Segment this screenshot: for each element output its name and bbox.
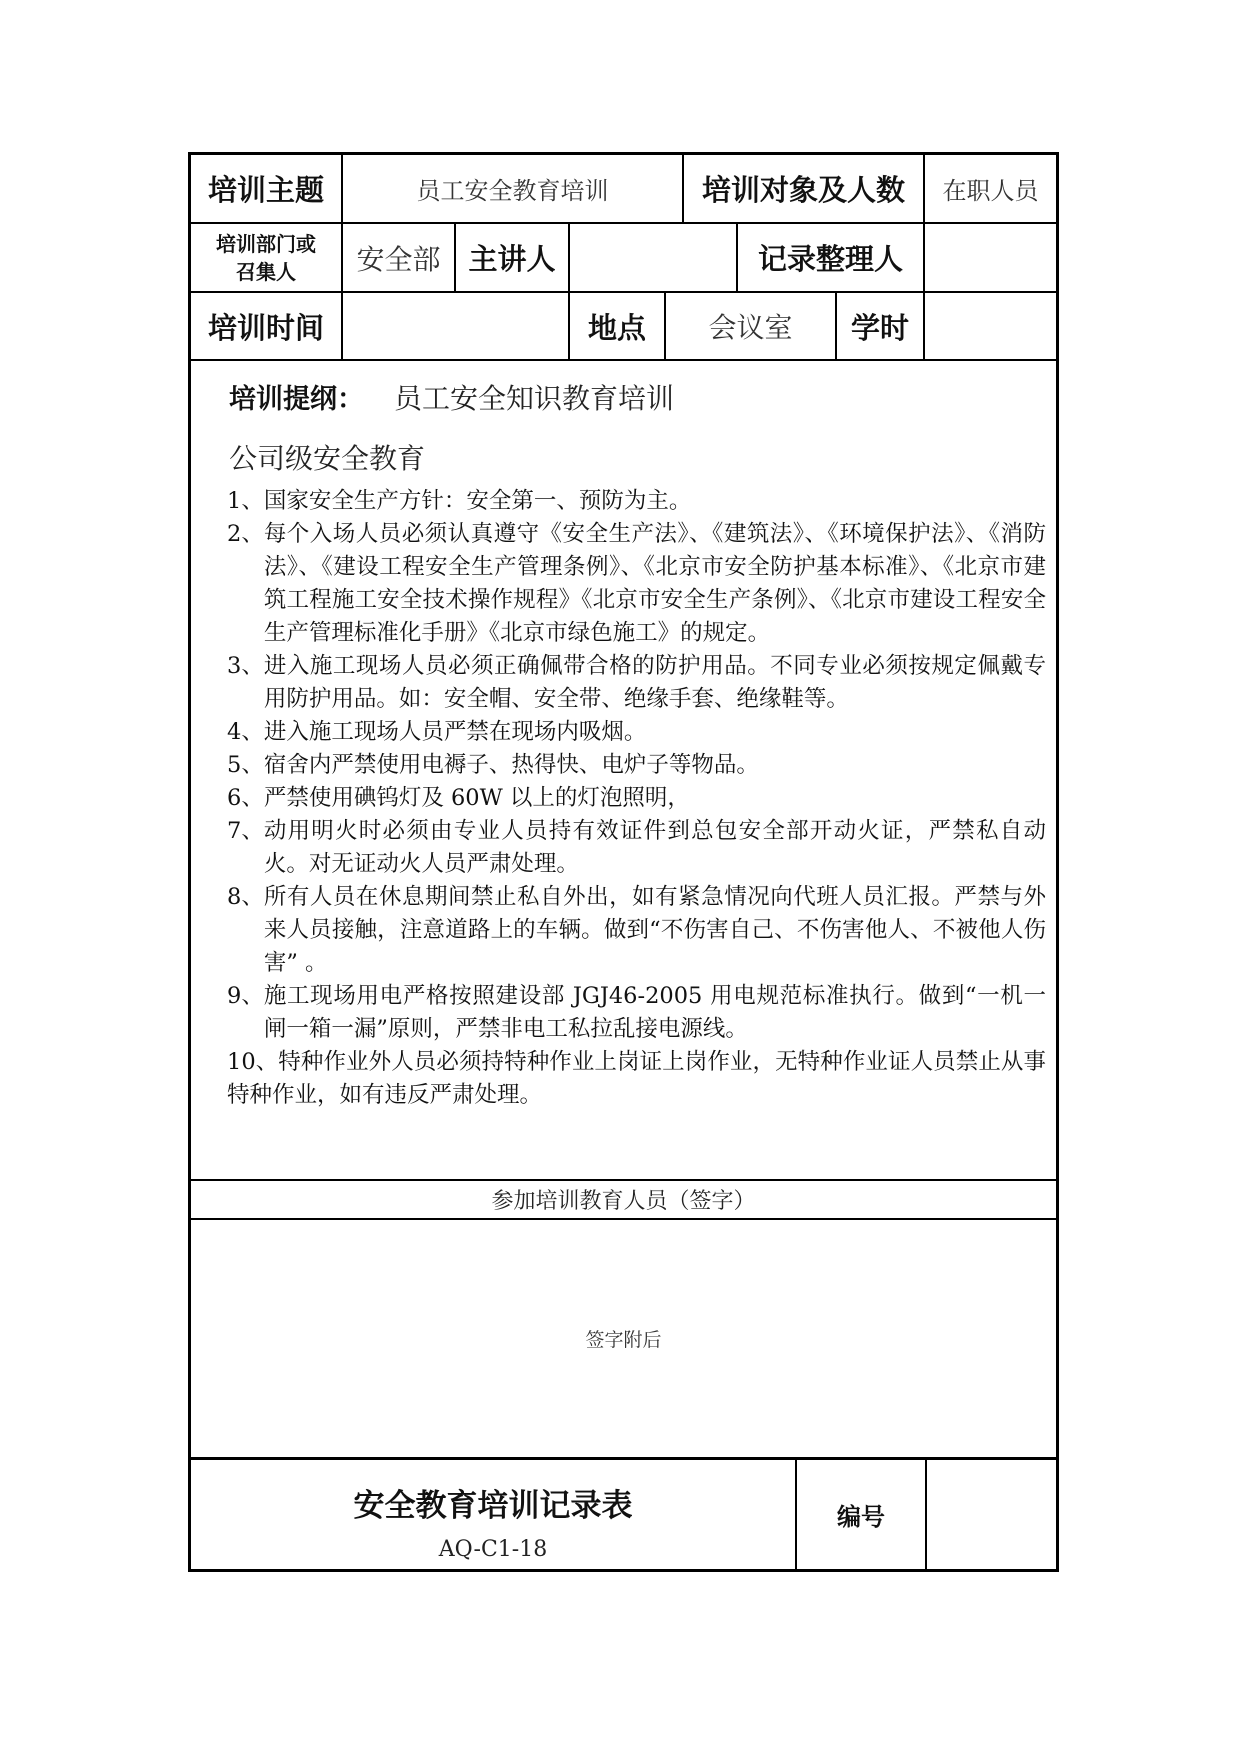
place-label: 地点: [570, 293, 666, 359]
item-number: 5、: [227, 752, 264, 778]
signature-header: 参加培训教育人员（签字）: [191, 1181, 1056, 1220]
item-text: 施工现场用电严格按照建设部 JGJ46-2005 用电规范标准执行。做到“一机一闸一箱一漏”原则，严禁非电工私拉乱接电源线。: [263, 983, 1046, 1042]
list-item: [227, 485, 1046, 518]
topic-value: 员工安全教育培训: [343, 155, 684, 222]
row-time: [191, 293, 1056, 361]
item-text: 所有人员在休息期间禁止私自外出，如有紧急情况向代班人员汇报。严禁与外来人员接触，注意道路上的车辆。做到“不伤害自己、不伤害他人、不被他人伤害” 。: [263, 884, 1046, 976]
item-number: 9、: [227, 983, 264, 1009]
item-text: 严禁使用碘钨灯及 60W 以上的灯泡照明，: [263, 785, 690, 811]
item-text: 特种作业外人员必须持特种作业上岗证上岗作业，无特种作业证人员禁止从事特种作业，如有违反严肃处理。: [227, 1049, 1046, 1108]
speaker-label: 主讲人: [456, 224, 570, 291]
item-text: 国家安全生产方针：安全第一、预防为主。: [263, 488, 692, 514]
item-number: 7、: [227, 818, 264, 844]
outline-items: [227, 485, 1046, 1112]
item-text: 宿舍内严禁使用电褥子、热得快、电炉子等物品。: [263, 752, 759, 778]
form-footer: [191, 1460, 1056, 1569]
number-value: [927, 1460, 1056, 1569]
row-department: [191, 224, 1056, 293]
item-text: 进入施工现场人员严禁在现场内吸烟。: [263, 719, 647, 745]
list-item: [227, 782, 1046, 815]
place-value: 会议室: [666, 293, 837, 359]
list-item: [227, 1046, 1046, 1112]
row-topic: [191, 155, 1056, 224]
list-item: [227, 980, 1046, 1046]
list-item: [227, 716, 1046, 749]
form-title: 安全教育培训记录表: [353, 1488, 633, 1524]
speaker-value: [570, 224, 738, 291]
list-item: [227, 650, 1046, 716]
item-number: 3、: [227, 653, 264, 679]
item-number: 2、: [227, 521, 264, 547]
recorder-label: 记录整理人: [738, 224, 925, 291]
item-number: 8、: [227, 884, 264, 910]
audience-label: 培训对象及人数: [684, 155, 925, 222]
list-item: [227, 815, 1046, 881]
department-label-text: 培训部门或召集人: [216, 231, 316, 284]
item-number: 4、: [227, 719, 264, 745]
list-item: [227, 749, 1046, 782]
hours-value: [925, 293, 1056, 359]
number-label: 编号: [797, 1460, 927, 1569]
recorder-value: [925, 224, 1056, 291]
department-value: 安全部: [343, 224, 456, 291]
outline-title: 员工安全知识教育培训: [394, 382, 675, 415]
item-text: 进入施工现场人员必须正确佩带合格的防护用品。不同专业必须按规定佩戴专用防护用品。如：安全帽、安全带、绝缘手套、绝缘鞋等。: [263, 653, 1046, 712]
item-text: 每个入场人员必须认真遵守《安全生产法》、《建筑法》、《环境保护法》、《消防法》、《建设工程安全生产管理条例》、《北京市安全防护基本标准》、《北京市建筑工程施工安全技术操作规程》《北京市安全生产条例》、《北京市建设工程安全生产管理标准化手册》《北京市绿色施工》的规定。: [263, 521, 1046, 646]
time-value: [343, 293, 570, 359]
outline-section-title: 公司级安全教育: [229, 442, 426, 475]
outline-label: 培训提纲：: [229, 384, 364, 415]
item-text: 动用明火时必须由专业人员持有效证件到总包安全部开动火证，严禁私自动火。对无证动火人员严肃处理。: [263, 818, 1046, 877]
list-item: [227, 518, 1046, 650]
audience-value: 在职人员: [942, 177, 1039, 205]
time-label: 培训时间: [191, 293, 343, 359]
training-outline: [191, 361, 1056, 1181]
item-number: 1、: [227, 488, 264, 514]
hours-label: 学时: [837, 293, 925, 359]
topic-label: 培训主题: [191, 155, 343, 222]
item-number: 10、: [227, 1049, 279, 1075]
signature-area: 签字附后: [191, 1220, 1056, 1460]
footer-title-block: [191, 1460, 797, 1569]
list-item: [227, 881, 1046, 980]
department-label: [191, 224, 343, 291]
form-code: AQ-C1-18: [438, 1537, 548, 1562]
training-record-form: [188, 152, 1059, 1572]
item-number: 6、: [227, 785, 264, 811]
outline-heading: [229, 377, 1046, 417]
